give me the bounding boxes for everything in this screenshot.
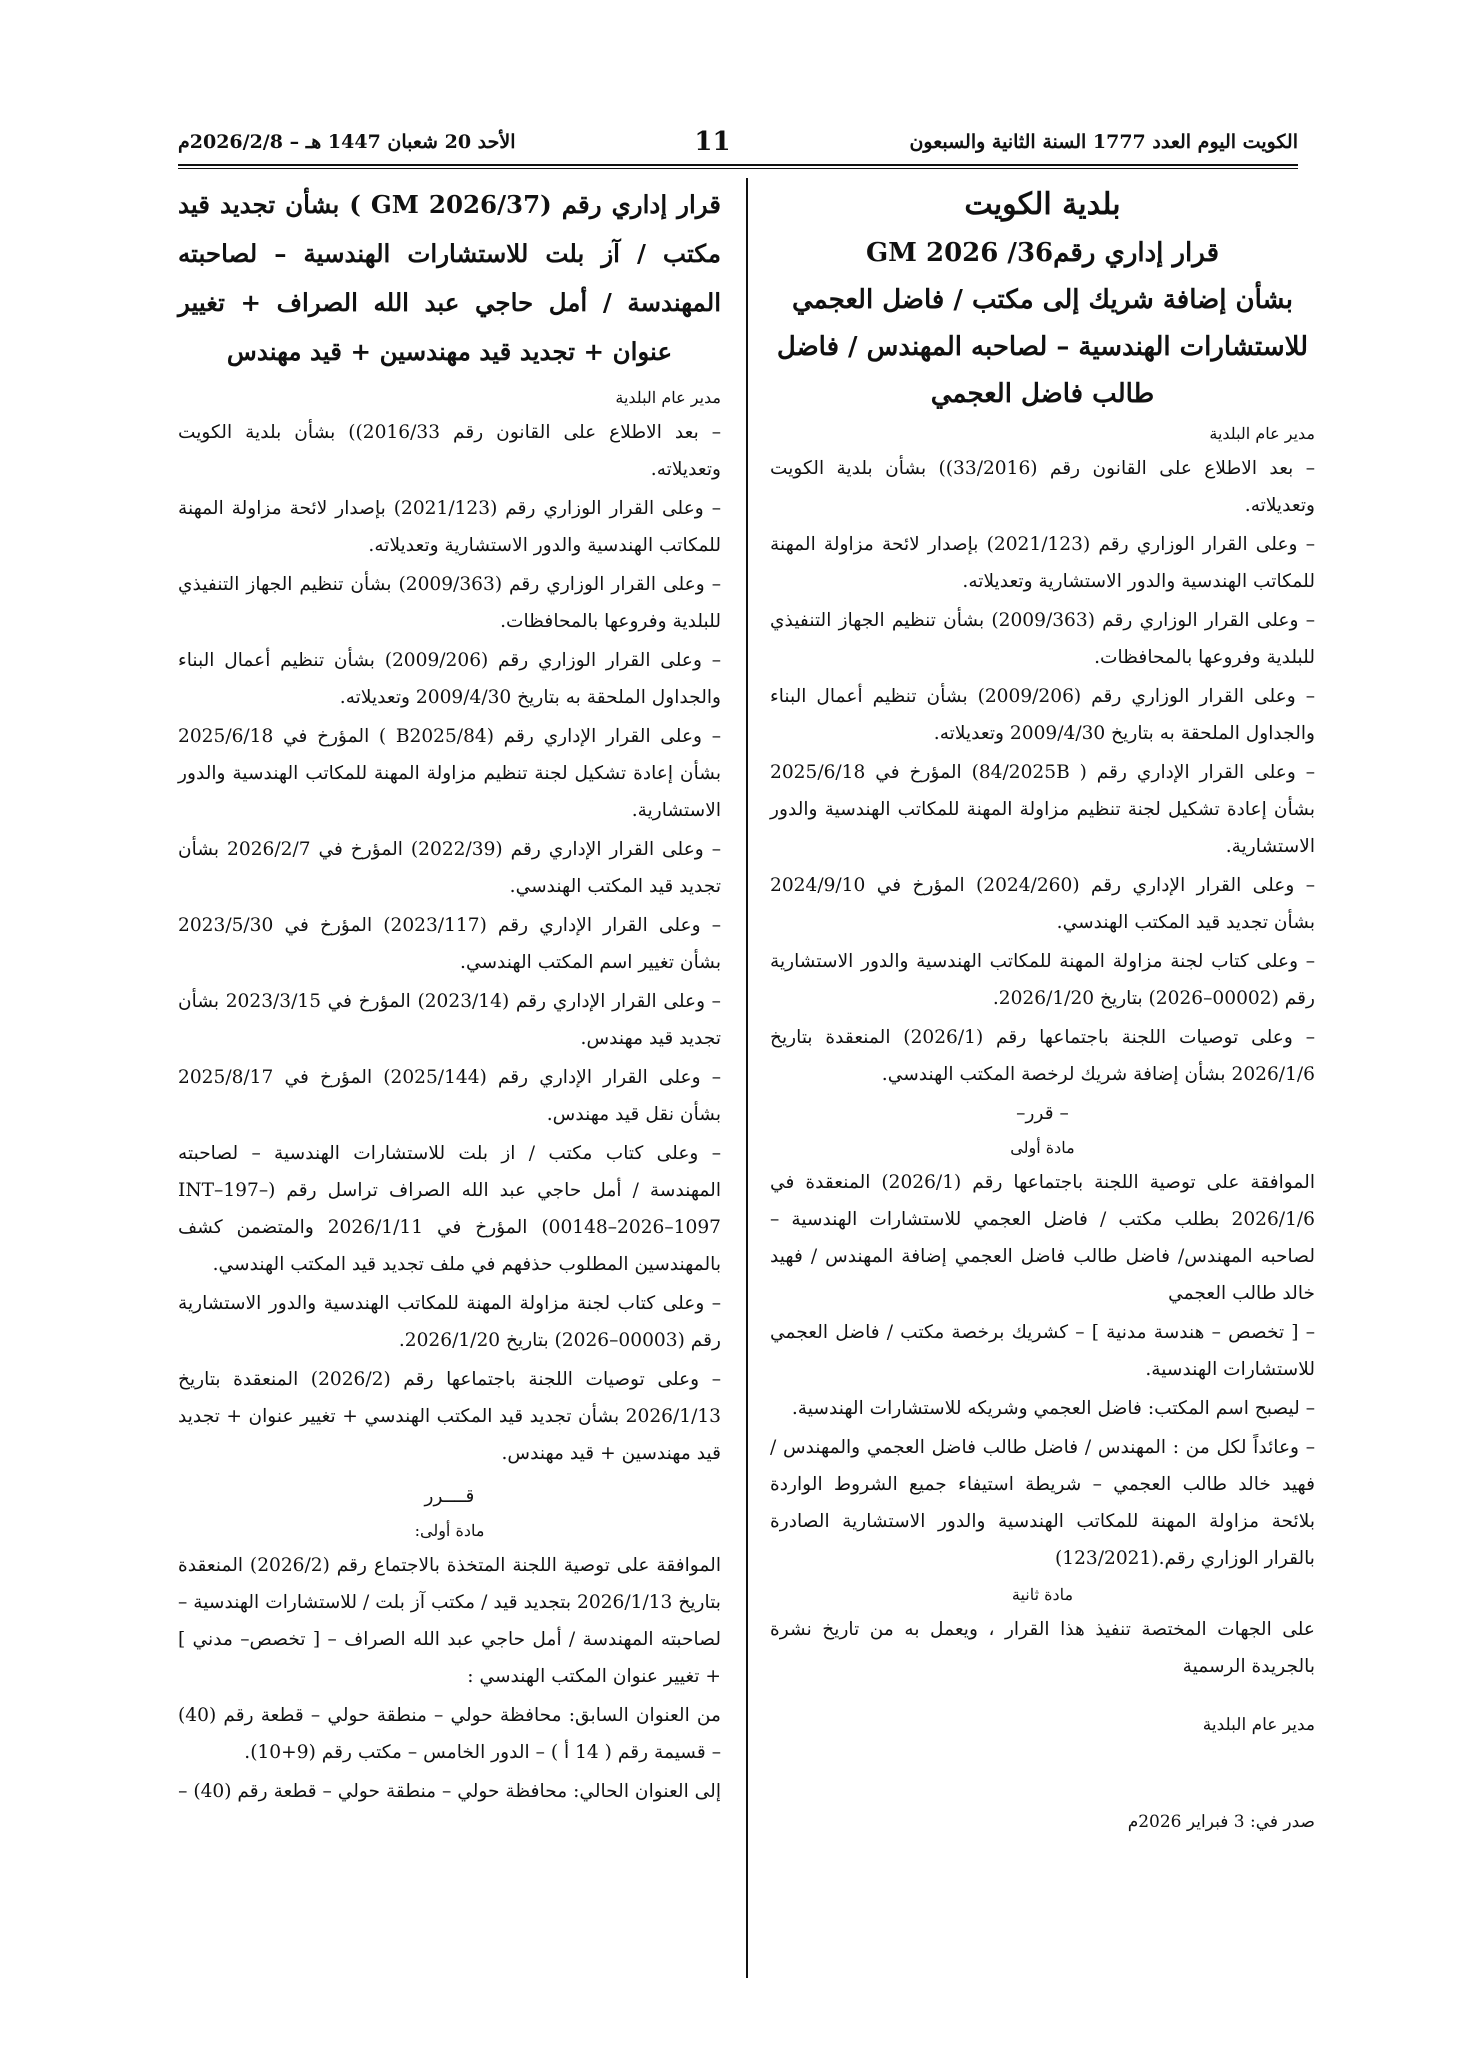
issuer-label: مدير عام البلدية <box>1209 424 1315 443</box>
header-date: الأحد 20 شعبان 1447 هـ – 2026/2/8م <box>178 131 516 153</box>
recital: – بعد الاطلاع على القانون رقم 2016/33)) بشأن بلدية الكويت وتعديلاته. <box>178 422 721 480</box>
recital: – وعلى القرار الإداري رقم ( 84/2025B) المؤرخ في 2025/6/18 بشأن إعادة تشكيل لجنة تنظيم مزاولة المهنة للمكاتب الهندسية والدور الاستشارية. <box>770 762 1315 857</box>
recital: – وعلى كتاب لجنة مزاولة المهنة للمكاتب الهندسية والدور الاستشارية رقم (00003–2026) بتاريخ 2026/1/20. <box>178 1293 721 1351</box>
recital: – وعلى توصيات اللجنة باجتماعها رقم (2026/1) المنعقدة بتاريخ 2026/1/6 بشأن إضافة شريك لرخصة المكتب الهندسي. <box>770 1027 1315 1085</box>
article-1-text: – وعائداً لكل من : المهندس / فاضل طالب فاضل العجمي والمهندس / فهيد خالد طالب العجمي – شريطة استيفاء جميع الشروط الواردة بلائحة مزاولة المهنة للمكاتب الهندسية والدور الاستشارية الصادرة بالقرار الوزاري رقم.(123/2021) <box>770 1437 1315 1569</box>
article-2-text: على الجهات المختصة تنفيذ هذا القرار ، ويعمل به من تاريخ نشرة بالجريدة الرسمية <box>770 1619 1315 1677</box>
recital: – وعلى القرار الإداري رقم (2025/144) المؤرخ في 2025/8/17 بشأن نقل قيد مهندس. <box>178 1067 722 1125</box>
recital: – وعلى القرار الإداري رقم (2023/14) المؤرخ في 2023/3/15 بشأن تجديد قيد مهندس. <box>178 991 721 1049</box>
decision-title: قرار إداري رقم (GM 2026/37 ) بشأن تجديد قيد مكتب / آز بلت للاستشارات الهندسية – لصاحبته المهندسة / أمل حاجي عبد الله الصراف + تغيير عنوان + تجديد قيد مهندسين + قيد مهندس <box>178 190 721 366</box>
article-1-text: – [ تخصص – هندسة مدنية ] – كشريك برخصة مكتب / فاضل العجمي للاستشارات الهندسية. <box>770 1322 1315 1380</box>
page-number: 11 <box>694 127 731 157</box>
recital: – وعلى القرار الوزاري رقم (2009/363) بشأن تنظيم الجهاز التنفيذي للبلدية وفروعها بالمحافظات. <box>770 610 1316 668</box>
signature-line: مدير عام البلدية <box>1202 1715 1315 1735</box>
column-divider <box>746 178 748 1978</box>
issue-date: صدر في: 3 فبراير 2026م <box>1127 1812 1315 1832</box>
recital: – بعد الاطلاع على القانون رقم (33/2016)) بشأن بلدية الكويت وتعديلاته. <box>770 458 1315 516</box>
recital: – وعلى توصيات اللجنة باجتماعها رقم (2026/2) المنعقدة بتاريخ 2026/1/13 بشأن تجديد قيد المكتب الهندسي + تغيير عنوان + تجديد قيد مهندسين + قيد مهندس. <box>178 1369 721 1464</box>
recital: – وعلى القرار الوزاري رقم (2009/363) بشأن تنظيم الجهاز التنفيذي للبلدية وفروعها بالمحافظات. <box>178 574 722 632</box>
old-address: من العنوان السابق: محافظة حولي – منطقة حولي – قطعة رقم (40) – قسيمة رقم ( 14 أ ) – الدور الخامس – مكتب رقم (9+10). <box>178 1705 721 1763</box>
decision-36-column <box>770 180 1315 1841</box>
decision-subject: بشأن إضافة شريك إلى مكتب / فاضل العجمي للاستشارات الهندسية – لصاحبه المهندس / فاضل طالب فاضل العجمي <box>776 285 1309 409</box>
recital: – وعلى القرار الوزاري رقم (2009/206) بشأن تنظيم أعمال البناء والجداول الملحقة به بتاريخ 2009/4/30 وتعديلاته. <box>770 686 1315 744</box>
decided-heading: قــــرر <box>424 1486 475 1507</box>
decision-number: قرار إداري رقم36/ GM 2026 <box>865 238 1220 268</box>
article-1-text: – ليصبح اسم المكتب: فاضل العجمي وشريكه للاستشارات الهندسية. <box>791 1398 1315 1419</box>
article-2-title: مادة ثانية <box>1011 1585 1074 1604</box>
page-header <box>178 122 1298 162</box>
recital: – وعلى كتاب مكتب / از بلت للاستشارات الهندسية – لصاحبته المهندسة / أمل حاجي عبد الله الصراف تراسل رقم (–INT–197 00148–2026–1097) المؤرخ في 2026/1/11 والمتضمن كشف بالمهندسين المطلوب حذفهم في ملف تجديد قيد المكتب الهندسي. <box>178 1143 721 1275</box>
recital: – وعلى القرار الإداري رقم (2022/39) المؤرخ في 2026/2/7 بشأن تجديد قيد المكتب الهندسي. <box>178 839 722 897</box>
recital: – وعلى القرار الإداري رقم (2023/117) المؤرخ في 2023/5/30 بشأن تغيير اسم المكتب الهندسي. <box>178 915 722 973</box>
new-address: إلى العنوان الحالي: محافظة حولي – منطقة حولي – قطعة رقم (40) – <box>178 1781 721 1802</box>
article-1-title: مادة أولى <box>1010 1138 1075 1157</box>
decision-37-column <box>178 180 721 1812</box>
article-1-title: مادة أولى: <box>414 1521 485 1540</box>
org-title: بلدية الكويت <box>964 187 1121 222</box>
issuer-label: مدير عام البلدية <box>615 388 721 407</box>
header-issue-info: الكويت اليوم العدد 1777 السنة الثانية والسبعون <box>909 131 1298 153</box>
recital: – وعلى القرار الإداري رقم (2024/260) المؤرخ في 2024/9/10 بشأن تجديد قيد المكتب الهندسي. <box>770 875 1316 933</box>
article-1-text: الموافقة على توصية اللجنة باجتماعها رقم (2026/1) المنعقدة في 2026/1/6 بطلب مكتب / فاضل العجمي للاستشارات الهندسية – لصاحبه المهندس/ فاضل طالب فاضل العجمي إضافة المهندس / فهيد خالد طالب العجمي <box>770 1172 1315 1304</box>
header-rule-thick <box>178 164 1298 166</box>
recital: – وعلى القرار الوزاري رقم (2021/123) بإصدار لائحة مزاولة المهنة للمكاتب الهندسية والدور الاستشارية وتعديلاته. <box>770 534 1315 592</box>
recital: – وعلى القرار الوزاري رقم (2009/206) بشأن تنظيم أعمال البناء والجداول الملحقة به بتاريخ 2009/4/30 وتعديلاته. <box>178 650 722 708</box>
recital: – وعلى القرار الوزاري رقم (2021/123) بإصدار لائحة مزاولة المهنة للمكاتب الهندسية والدور الاستشارية وتعديلاته. <box>178 498 722 556</box>
header-rule-thin <box>178 168 1298 169</box>
article-1-text: الموافقة على توصية اللجنة المتخذة بالاجتماع رقم (2026/2) المنعقدة بتاريخ 2026/1/13 بتجديد قيد / مكتب آز بلت / للاستشارات الهندسية – لصاحبته المهندسة / أمل حاجي عبد الله الصراف – [ تخصص– مدني ] + تغيير عنوان المكتب الهندسي : <box>178 1555 721 1687</box>
recital: – وعلى القرار الإداري رقم (B2025/84 ) المؤرخ في 2025/6/18 بشأن إعادة تشكيل لجنة تنظيم مزاولة المهنة للمكاتب الهندسية والدور الاستشارية. <box>178 726 721 821</box>
decided-heading: – قرر– <box>1016 1103 1069 1124</box>
recital: – وعلى كتاب لجنة مزاولة المهنة للمكاتب الهندسية والدور الاستشارية رقم (00002–2026) بتاريخ 2026/1/20. <box>770 951 1315 1009</box>
